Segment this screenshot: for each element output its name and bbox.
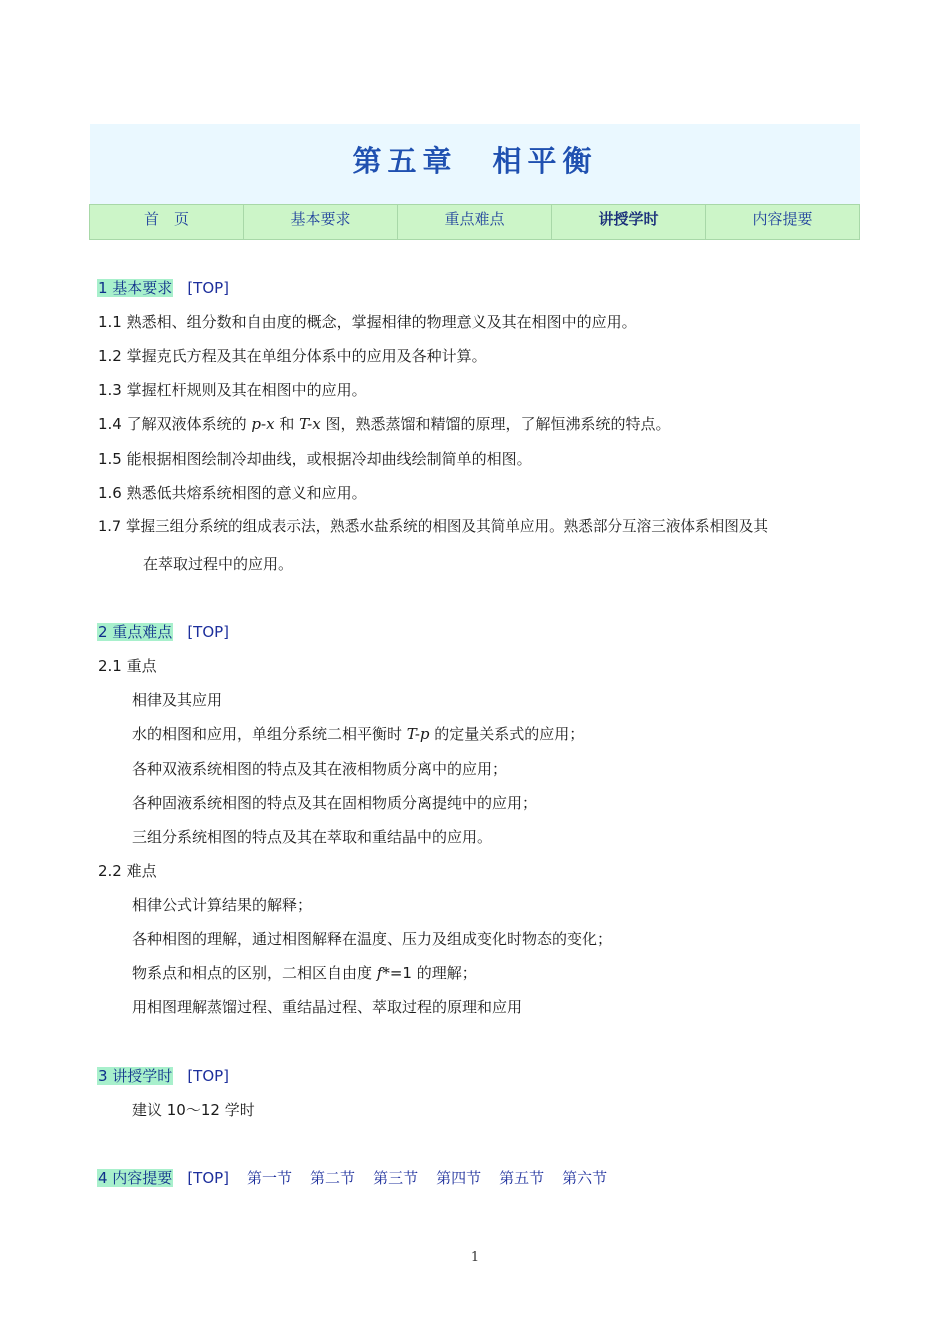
math-tx: T-x: [299, 415, 321, 433]
key-item: 各种双液系统相图的特点及其在液相物质分离中的应用；: [132, 760, 508, 778]
subsection-link[interactable]: 第三节: [373, 1169, 419, 1187]
req-item: [98, 414, 670, 434]
nav-bar: [89, 204, 860, 240]
text: 水的相图和应用，单组分系统二相平衡时: [132, 725, 407, 743]
section-heading-hours: [97, 1066, 229, 1086]
subsection-link[interactable]: 第二节: [310, 1169, 356, 1187]
text: =1 的理解；: [389, 964, 477, 982]
section-title: 3 讲授学时: [98, 1067, 173, 1085]
req-item: 1.6 熟悉低共熔系统相图的意义和应用。: [98, 484, 367, 502]
difficulty-item: 各种相图的理解，通过相图解释在温度、压力及组成变化时物态的变化；: [132, 930, 613, 948]
nav-requirements[interactable]: 基本要求: [244, 205, 398, 239]
math-tp: T-p: [406, 725, 430, 743]
section-title: 2 重点难点: [98, 623, 173, 641]
subsection-link[interactable]: 第六节: [562, 1169, 608, 1187]
difficulty-item: 用相图理解蒸馏过程、重结晶过程、萃取过程的原理和应用: [132, 998, 523, 1016]
page-number: 1: [470, 1250, 480, 1265]
nav-key-points[interactable]: 重点难点: [398, 205, 552, 239]
nav-home[interactable]: 首 页: [90, 205, 244, 239]
hours-text: 建议 10～12 学时: [132, 1101, 255, 1119]
subsection-heading: 2.2 难点: [98, 862, 157, 880]
nav-summary[interactable]: 内容提要: [752, 210, 813, 228]
key-item: 三组分系统相图的特点及其在萃取和重结晶中的应用。: [132, 828, 493, 846]
key-item: 相律及其应用: [132, 691, 223, 709]
text: 物系点和相点的区别，二相区自由度: [132, 964, 377, 982]
text: 和: [274, 415, 300, 433]
nav-hours[interactable]: 讲授学时: [552, 205, 706, 239]
chapter-header: [90, 124, 860, 204]
section-heading-requirements: [97, 278, 229, 298]
text: 图，熟悉蒸馏和精馏的原理，了解恒沸系统的特点。: [320, 415, 671, 433]
req-item: 1.7 掌握三组分系统的组成表示法，熟悉水盐系统的相图及其简单应用。熟悉部分互溶三液体系相图及其: [98, 518, 768, 535]
page-title: 第五章 相平衡: [352, 144, 598, 178]
req-item: 1.2 掌握克氏方程及其在单组分体系中的应用及各种计算。: [98, 347, 487, 365]
subsection-link[interactable]: 第一节: [247, 1169, 293, 1187]
subsection-link[interactable]: 第四节: [436, 1169, 482, 1187]
top-link[interactable]: [TOP]: [187, 623, 230, 641]
math-f: f*: [376, 964, 390, 982]
section-title: 4 内容提要: [98, 1169, 173, 1187]
math-px: p-x: [251, 415, 275, 433]
top-link[interactable]: [TOP]: [187, 1169, 230, 1187]
key-item: 各种固液系统相图的特点及其在固相物质分离提纯中的应用；: [132, 794, 538, 812]
subsection-link[interactable]: 第五节: [499, 1169, 545, 1187]
difficulty-item: 相律公式计算结果的解释；: [132, 896, 313, 914]
top-link[interactable]: [TOP]: [187, 279, 230, 297]
text: 的定量关系式的应用；: [429, 725, 585, 743]
subsection-heading: 2.1 重点: [98, 657, 157, 675]
req-item: 1.1 熟悉相、组分数和自由度的概念，掌握相律的物理意义及其在相图中的应用。: [98, 313, 637, 331]
req-item: 1.3 掌握杠杆规则及其在相图中的应用。: [98, 381, 367, 399]
req-item: 1.5 能根据相图绘制冷却曲线，或根据冷却曲线绘制简单的相图。: [98, 450, 532, 468]
text: 1.4 了解双液体系统的: [98, 415, 252, 433]
difficulty-item: [132, 963, 477, 983]
top-link[interactable]: [TOP]: [187, 1067, 230, 1085]
section-heading-summary: [97, 1168, 607, 1188]
req-item-continued: 在萃取过程中的应用。: [143, 555, 294, 573]
key-item: [132, 724, 584, 744]
section-heading-key-points: [97, 622, 229, 642]
section-title: 1 基本要求: [98, 279, 173, 297]
